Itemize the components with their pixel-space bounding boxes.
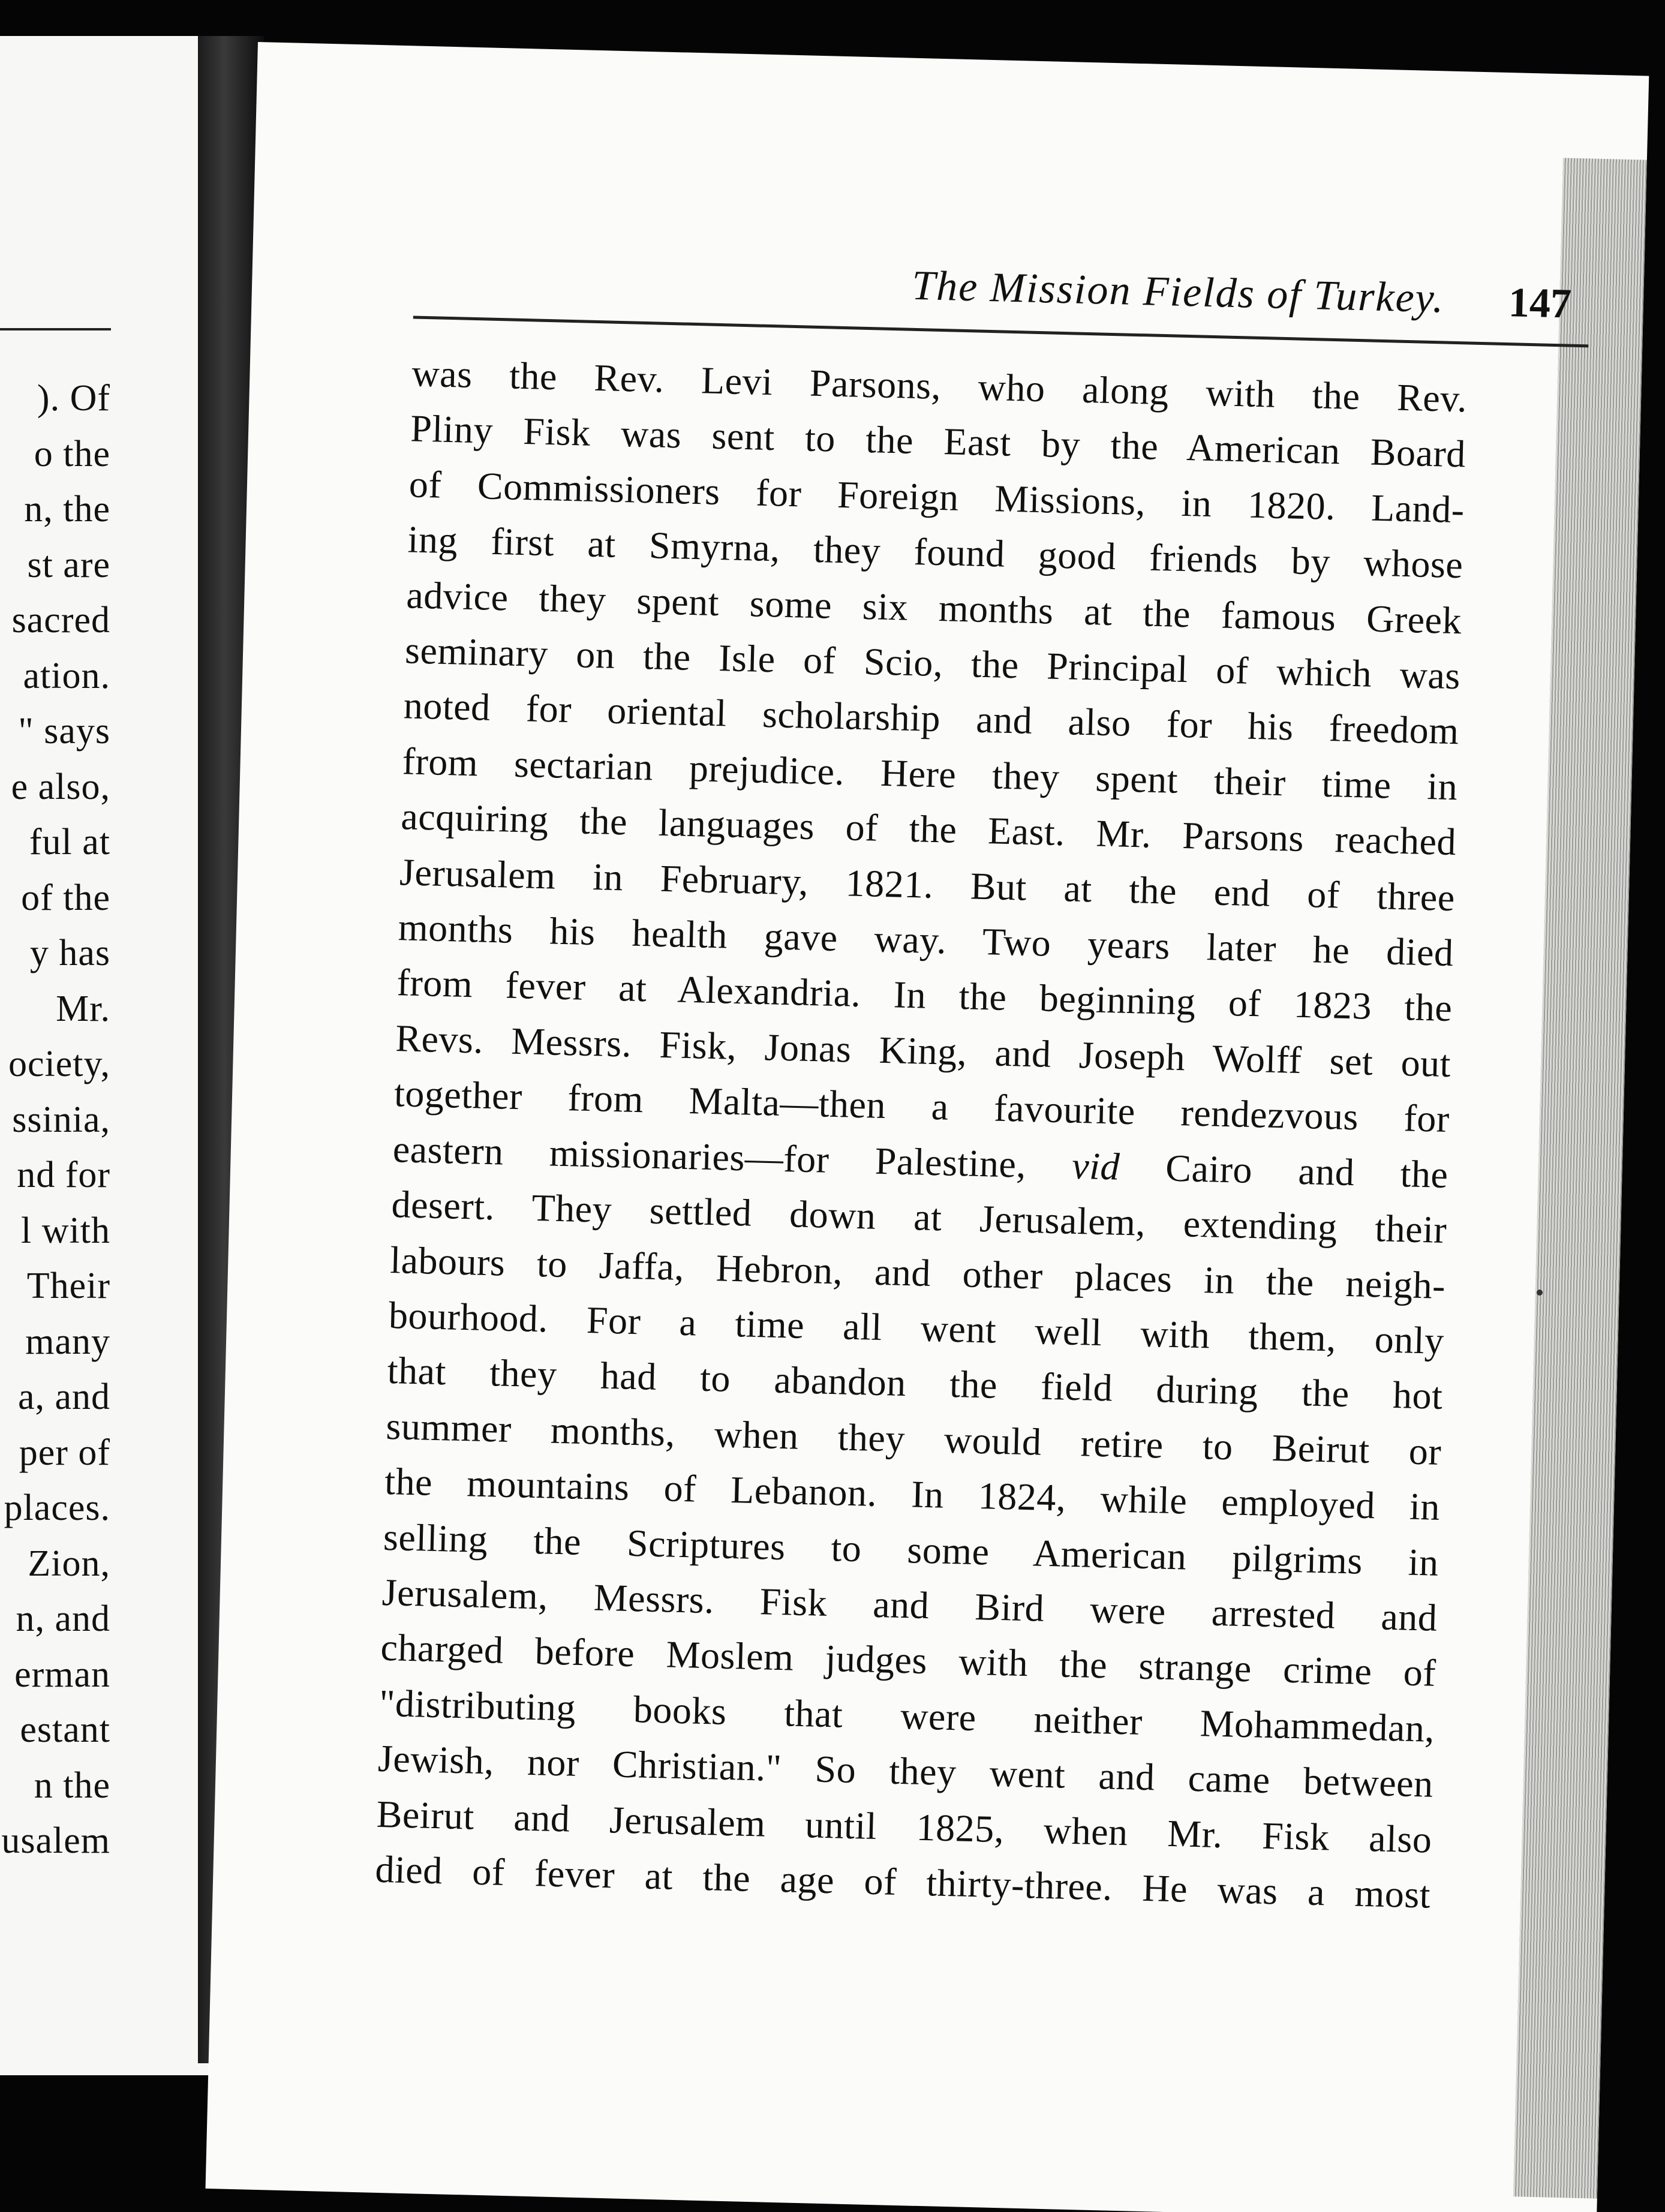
text-line: Beirut and Jerusalem until 1825, when Mr. Fisk also [376,1792,1433,1861]
text-line: bourhood. For a time all went well with them, only [388,1293,1445,1362]
previous-page-text [1,371,110,1869]
text-line: seminary on the Isle of Scio, the Principal of which was [404,629,1461,698]
page-number: 147 [1508,279,1572,327]
text-line: died of fever at the age of thirty-three. He was a most [374,1847,1431,1916]
text-line: Revs. Messrs. Fisk, Jonas King, and Joseph Wolff set out [395,1016,1451,1085]
text-line: noted for oriental scholarship and also for his freedom [403,684,1460,753]
text-line: desert. They settled down at Jerusalem, extending their [390,1183,1448,1252]
previous-page-header-rule [0,328,111,330]
previous-page-line: o the [34,433,110,474]
text-line: months his health gave way. Two years later he died [398,906,1454,975]
text-line: summer months, when they would retire to Beirut or [385,1404,1442,1473]
previous-page-line: Zion, [28,1543,110,1584]
previous-page-line: a, and [17,1377,110,1417]
running-header [413,250,1590,356]
text-line: Jerusalem in February, 1821. But at the end of three [399,850,1456,919]
text-line: the mountains of Lebanon. In 1824, while employed in [384,1460,1441,1528]
text-line: together from Malta—then a favourite rendezvous for [393,1072,1450,1141]
previous-page-line: st are [27,544,110,585]
text-line: was the Rev. Levi Parsons, who along with the Rev. [411,351,1468,420]
text-line: charged before Moslem judges with the strange crime of [380,1626,1437,1695]
italic-word: vid [1071,1144,1120,1188]
previous-page-line: of the [21,877,110,918]
text-line: from sectarian prejudice. Here they spent their time in [401,740,1459,809]
previous-page-line: " says [18,711,110,752]
previous-page-line: ociety, [8,1044,110,1084]
text-line: labours to Jaffa, Hebron, and other places in the neigh- [389,1238,1446,1307]
previous-page-line: per of [19,1432,110,1473]
text-line: Pliny Fisk was sent to the East by the American Board [410,407,1466,476]
previous-page-line: ation. [23,655,110,696]
text-line: acquiring the languages of the East. Mr. Parsons reached [400,795,1457,864]
previous-page-line: Mr. [56,988,110,1029]
previous-page-line: places. [4,1487,110,1528]
previous-page-line: e also, [11,766,110,807]
previous-page-line: n, and [16,1598,110,1639]
previous-page-line: erman [14,1654,110,1695]
current-page [206,42,1649,2212]
text-line: of Commissioners for Foreign Missions, in 1820. Land- [408,462,1465,531]
text-line: selling the Scriptures to some American pilgrims in [383,1515,1439,1584]
previous-page-line: ). Of [37,378,110,419]
previous-page-line: y has [29,933,110,973]
scan-speck [1537,1290,1543,1296]
text-line: Jewish, nor Christian." So they went and came between [377,1736,1434,1805]
previous-page [0,36,232,2075]
previous-page-line: estant [20,1709,110,1750]
text-line: from fever at Alexandria. In the beginning of 1823 the [396,961,1453,1030]
previous-page-line: sacred [11,600,110,641]
previous-page-line: l with [21,1210,110,1251]
text-line: advice they spent some six months at the famous Greek [405,573,1462,642]
previous-page-line: Their [26,1266,110,1306]
body-text [374,345,1468,1923]
previous-page-line: nd for [17,1155,110,1195]
text-line: eastern missionaries—for Palestine, vid Cairo and the [392,1127,1449,1196]
previous-page-line: ssinia, [12,1099,110,1140]
previous-page-line: many [25,1321,110,1362]
running-title: The Mission Fields of Turkey. [911,262,1445,322]
text-line: that they had to abandon the field during the hot [387,1349,1444,1418]
text-line: ing first at Smyrna, they found good friends by whose [407,518,1464,587]
page-edges [1513,158,1647,2198]
previous-page-line: ful at [29,822,110,862]
previous-page-line: usalem [1,1820,110,1861]
text-line: Jerusalem, Messrs. Fisk and Bird were arrested and [381,1570,1438,1639]
previous-page-line: n, the [24,489,110,530]
previous-page-line: n the [34,1765,110,1806]
text-line: "distributing books that were neither Mohammedan, [378,1681,1435,1750]
